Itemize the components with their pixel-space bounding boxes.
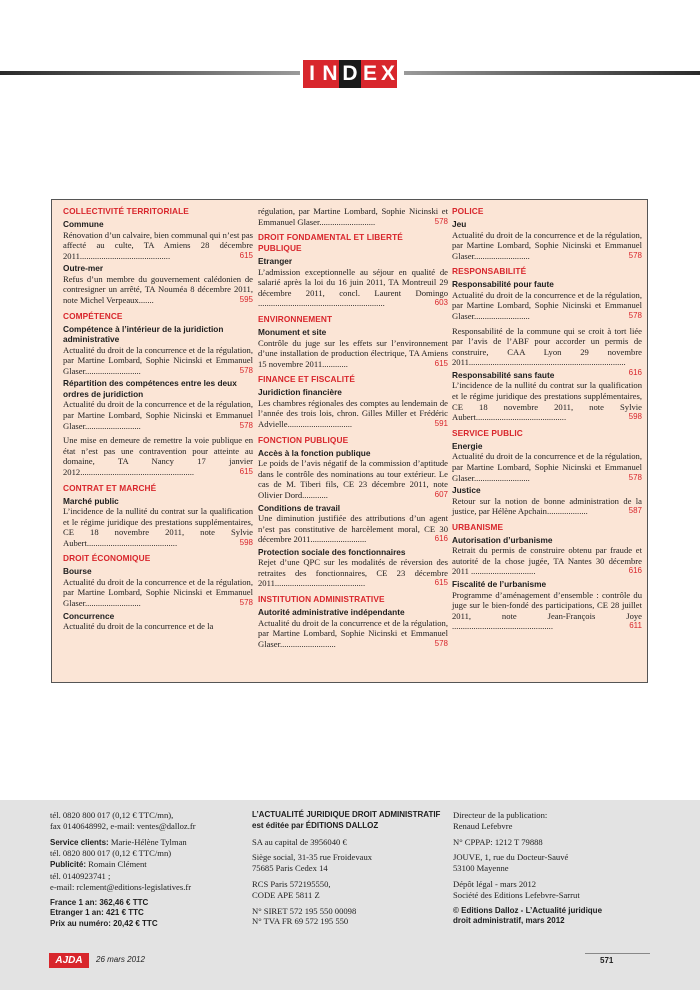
logo-letter: N <box>321 60 339 88</box>
subsection-heading: Autorisation d’urbanisme <box>452 534 553 545</box>
entry-text: Actualité du droit de la concurrence et de la régulation, par Martine Lombard, Sophie Nicinski et Emmanuel Glaser.......................... <box>63 576 253 609</box>
page-ref[interactable]: 591 <box>434 419 448 429</box>
colophon-label: Service clients: <box>50 837 109 847</box>
section-heading: CONTRAT ET MARCHÉ <box>63 482 157 493</box>
index-box <box>51 199 648 683</box>
header-rule-right <box>404 71 700 75</box>
colophon-line: N° SIRET 572 195 550 00098 <box>252 905 357 916</box>
colophon-line: N° TVA FR 69 572 195 550 <box>252 916 349 927</box>
index-entry <box>452 230 642 262</box>
entry-text: Retour sur la notion de bonne administration de la justice, par Hélène Apchain................... <box>452 495 642 517</box>
subsection-heading: Répartition des compétences entre les deux ordres de juridiction <box>63 378 237 399</box>
index-entry <box>63 506 253 548</box>
colophon-value: Marie-Hélène Tylman <box>108 836 187 847</box>
entry-text: Une diminution justifiée des attributions d’un agent n’est pas constitutive de harcèlement moral, CE 30 décembre 2011.......................... <box>258 513 448 545</box>
colophon-line <box>50 859 250 871</box>
index-entry <box>452 290 642 322</box>
entry-text: Le poids de l’avis négatif de la commission d’aptitude dans le contrôle des nominations au tour extérieur. Le cas de M. Tiberi fils, CE 23 décembre 2011, note Olivier Dord............ <box>258 458 448 500</box>
page-ref[interactable]: 615 <box>239 250 253 260</box>
index-entry <box>63 274 253 306</box>
entry-text: Actualité du droit de la concurrence et de la régulation, par Martine Lombard, Sophie Nicinski et Emmanuel Glaser.......................... <box>452 229 642 261</box>
section-heading: ENVIRONNEMENT <box>258 314 333 325</box>
index-entry <box>258 513 448 545</box>
index-entry <box>452 380 642 422</box>
index-entry <box>452 496 642 517</box>
entry-text: Refus d’un membre du gouvernement calédonien de contresigner un arrêté, TA Nouméa 8 décembre 2011, note Michel Verpeaux....... <box>63 273 253 305</box>
index-column-3 <box>452 206 642 632</box>
logo-letter: D <box>339 60 361 88</box>
section-heading: INSTITUTION ADMINISTRATIVE <box>258 594 385 605</box>
entry-text: Actualité du droit de la concurrence et de la régulation, par Martine Lombard, Sophie Nicinski et Emmanuel Glaser.......................... <box>63 399 253 431</box>
colophon-line: tél. 0820 800 017 (0,12 € TTC/mn), <box>50 810 174 820</box>
entry-text: Programme d’aménagement d’ensemble : contrôle du juge sur le bien-fondé des participations, CE 28 juillet 2011, note Jean-François Joye ............................................... <box>452 589 642 632</box>
subsection-heading: Juridiction financière <box>258 387 342 398</box>
subsection-heading: Autorité administrative indépendante <box>258 607 405 618</box>
page-ref[interactable]: 615 <box>434 578 448 588</box>
colophon-line: CODE APE 5811 Z <box>252 889 320 900</box>
section-heading: DROIT ÉCONOMIQUE <box>63 553 151 564</box>
page-ref[interactable]: 587 <box>628 506 642 516</box>
colophon-column-publisher <box>252 810 452 927</box>
colophon-line: SA au capital de 3956040 € <box>252 836 347 847</box>
entry-text: Actualité du droit de la concurrence et de la régulation, par Martine Lombard, Sophie Nicinski et Emmanuel Glaser.......................... <box>452 289 642 321</box>
section-heading: POLICE <box>452 206 484 216</box>
subsection-heading: Monument et site <box>258 327 327 338</box>
page-ref[interactable]: 578 <box>239 420 253 430</box>
colophon-line: RCS Paris 572195550, <box>252 878 331 889</box>
subsection-heading: Responsabilité pour faute <box>452 279 554 290</box>
entry-text: Contrôle du juge sur les effets sur l’environnement d’une installation de production électrique, TA Amiens 15 novembre 2011............ <box>258 337 448 369</box>
colophon-line: e-mail: rclement@editions-legislatives.fr <box>50 881 192 892</box>
index-entry <box>258 338 448 370</box>
page-ref[interactable]: 595 <box>239 294 253 304</box>
index-entry <box>258 267 448 309</box>
section-heading: COLLECTIVITÉ TERRITORIALE <box>63 206 189 216</box>
index-entry <box>63 345 253 377</box>
page-ref[interactable]: 611 <box>629 621 642 631</box>
entry-text: Les chambres régionales des comptes au lendemain de l’année des trois lois, chron. Gilles Miller et Frédéric Advielle.............................. <box>258 397 448 430</box>
index-logo <box>303 60 397 88</box>
entry-text: L’admission exceptionnelle au séjour en qualité de salarié après la loi du 16 juin 2011, TA Montreuil 29 décembre 2011, concl. Laurent Domingo ........................................................... <box>258 266 448 309</box>
logo-letter: E <box>361 60 379 88</box>
index-entry <box>63 230 253 262</box>
page-ref[interactable]: 616 <box>628 367 642 377</box>
colophon-line: 75685 Paris Cedex 14 <box>252 863 328 874</box>
section-heading: FINANCE ET FISCALITÉ <box>258 374 355 385</box>
index-entry <box>258 398 448 430</box>
publisher-line: est éditée par ÉDITIONS DALLOZ <box>252 820 379 830</box>
section-heading: RESPONSABILITÉ <box>452 266 527 277</box>
price-line: France 1 an: 362,46 € TTC <box>50 897 149 907</box>
subsection-heading: Responsabilité sans faute <box>452 369 555 380</box>
page-ref[interactable]: 598 <box>239 537 253 547</box>
page-ref[interactable]: 578 <box>434 216 448 226</box>
index-entry <box>258 206 448 227</box>
publication-name: L’ACTUALITÉ JURIDIQUE DROIT ADMINISTRATIF <box>252 810 441 819</box>
entry-text: Retrait du permis de construire obtenu par fraude et autorité de la chose jugée, TA Nantes 30 décembre 2011 .............................. <box>452 545 642 577</box>
entry-text: Rejet d’une QPC sur les modalités de réversion des retraites des fonctionnaires, CE 23 décembre 2011.......................................... <box>258 557 448 589</box>
entry-text: Actualité du droit de la concurrence et de la <box>63 621 214 632</box>
page-ref[interactable]: 607 <box>434 489 448 499</box>
page-ref[interactable]: 598 <box>628 412 642 422</box>
copyright-line: © Editions Dalloz - L’Actualité juridique <box>453 905 603 915</box>
entry-text: L’incidence de la nullité du contrat sur la qualification et le régime juridique des prestations supplémentaires, CE 18 novembre 2011, note Sylvie Aubert.......................................... <box>452 380 642 423</box>
page-number: 571 <box>600 956 614 965</box>
index-column-1 <box>63 206 253 632</box>
section-heading: COMPÉTENCE <box>63 310 123 321</box>
colophon-line <box>50 837 250 849</box>
entry-text: régulation, par Martine Lombard, Sophie Nicinski et Emmanuel Glaser.......................... <box>258 206 448 227</box>
subsection-heading: Energie <box>452 440 483 451</box>
section-heading: SERVICE PUBLIC <box>452 427 523 438</box>
subsection-heading: Etranger <box>258 256 293 267</box>
index-entry <box>452 590 642 632</box>
subsection-heading: Compétence à l’intérieur de la juridiction administrative <box>63 323 224 345</box>
subsection-heading: Protection sociale des fonctionnaires <box>258 546 406 557</box>
subsection-heading: Marché public <box>63 495 119 506</box>
subsection-heading: Conditions de travail <box>258 502 341 513</box>
index-entry <box>63 621 253 632</box>
subsection-heading: Commune <box>63 219 104 229</box>
colophon-line: JOUVE, 1, rue du Docteur-Sauvé <box>453 852 569 863</box>
index-entry <box>63 399 253 431</box>
colophon-line: Directeur de la publication: <box>453 810 548 820</box>
colophon-line: fax 0140648992, e-mail: ventes@dalloz.fr <box>50 820 196 831</box>
colophon-value: Romain Clément <box>86 859 147 870</box>
page-ref[interactable]: 578 <box>628 250 642 260</box>
subsection-heading: Bourse <box>63 566 92 577</box>
index-entry <box>63 435 253 477</box>
price-line: Etranger 1 an: 421 € TTC <box>50 908 144 918</box>
index-entry <box>452 451 642 483</box>
page-ref[interactable]: 578 <box>434 638 448 648</box>
page-ref[interactable]: 616 <box>434 534 448 544</box>
colophon-line: Société des Editions Lefebvre-Sarrut <box>453 889 580 900</box>
colophon-line: Renaud Lefebvre <box>453 820 513 831</box>
subsection-heading: Accès à la fonction publique <box>258 447 371 458</box>
colophon-line: tél. 0140923741 ; <box>50 870 111 881</box>
page-ref[interactable]: 578 <box>239 598 253 608</box>
index-entry <box>258 458 448 500</box>
copyright-line: droit administratif, mars 2012 <box>453 916 565 926</box>
ajda-logo: AJDA <box>49 953 89 968</box>
price-line: Prix au numéro: 20,42 € TTC <box>50 919 158 929</box>
entry-text: Actualité du droit de la concurrence et de la régulation, par Martine Lombard, Sophie Nicinski et Emmanuel Glaser.......................... <box>452 451 642 483</box>
colophon-column-legal <box>453 810 653 927</box>
index-column-2 <box>258 206 448 649</box>
colophon-column-contact <box>50 810 250 930</box>
header-rule-left <box>0 71 300 75</box>
logo-letter: I <box>303 60 321 88</box>
colophon-line: N° CPPAP: 1212 T 79888 <box>453 836 543 847</box>
colophon-label: Publicité: <box>50 860 87 870</box>
issue-date: 26 mars 2012 <box>96 955 145 964</box>
subsection-heading: Fiscalité de l’urbanisme <box>452 579 547 590</box>
entry-text: Actualité du droit de la concurrence et de la régulation, par Martine Lombard, Sophie Nicinski et Emmanuel Glaser.......................... <box>63 344 253 376</box>
index-header <box>0 60 700 88</box>
colophon-line: Dépôt légal - mars 2012 <box>453 878 537 889</box>
entry-text: Rénovation d’un calvaire, bien communal qui n’est pas affecté au culte, TA Amiens 28 décembre 2011.......................................... <box>63 229 253 261</box>
colophon-line: Siège social, 31-35 rue Froidevaux <box>252 852 373 863</box>
page-number-rule <box>585 953 650 954</box>
entry-text: Une mise en demeure de remettre la voie publique en état n’est pas une contravention pour atteinte au domaine, TA Nancy 17 janvier 2012..................................................... <box>63 435 253 477</box>
entry-text: L’incidence de la nullité du contrat sur la qualification et le régime juridique des prestations supplémentaires, CE 18 novembre 2011, note Sylvie Aubert.......................................... <box>63 506 253 548</box>
section-heading: URBANISME <box>452 521 504 532</box>
subsection-heading: Concurrence <box>63 610 115 621</box>
subsection-heading: Justice <box>452 485 481 496</box>
entry-text: Responsabilité de la commune qui se croit à tort liée par l’avis de l’ABF pour accorder un permis de construire, CAA Lyon 29 novembre 2011......................................................................... <box>452 325 642 368</box>
page-ref[interactable]: 603 <box>434 298 448 308</box>
page-ref[interactable]: 578 <box>628 472 642 482</box>
subsection-heading: Jeu <box>452 219 467 229</box>
section-heading: DROIT FONDAMENTAL ET LIBERTÉ PUBLIQUE <box>258 232 403 254</box>
index-entry <box>452 545 642 577</box>
colophon-line: 53100 Mayenne <box>453 863 509 874</box>
page-ref[interactable]: 578 <box>239 365 253 375</box>
index-entry <box>258 557 448 589</box>
page-ref[interactable]: 578 <box>628 310 642 320</box>
entry-text: Actualité du droit de la concurrence et de la régulation, par Martine Lombard, Sophie Nicinski et Emmanuel Glaser.......................... <box>258 617 448 649</box>
page-ref[interactable]: 615 <box>434 358 448 368</box>
logo-letter: X <box>379 60 397 88</box>
page-ref[interactable]: 615 <box>239 466 253 476</box>
subsection-heading: Outre-mer <box>63 263 104 274</box>
section-heading: FONCTION PUBLIQUE <box>258 434 349 445</box>
colophon-line: tél. 0820 800 017 (0,12 € TTC/mn) <box>50 848 172 859</box>
page-ref[interactable]: 616 <box>628 566 642 576</box>
index-entry <box>258 618 448 650</box>
index-entry <box>63 577 253 609</box>
